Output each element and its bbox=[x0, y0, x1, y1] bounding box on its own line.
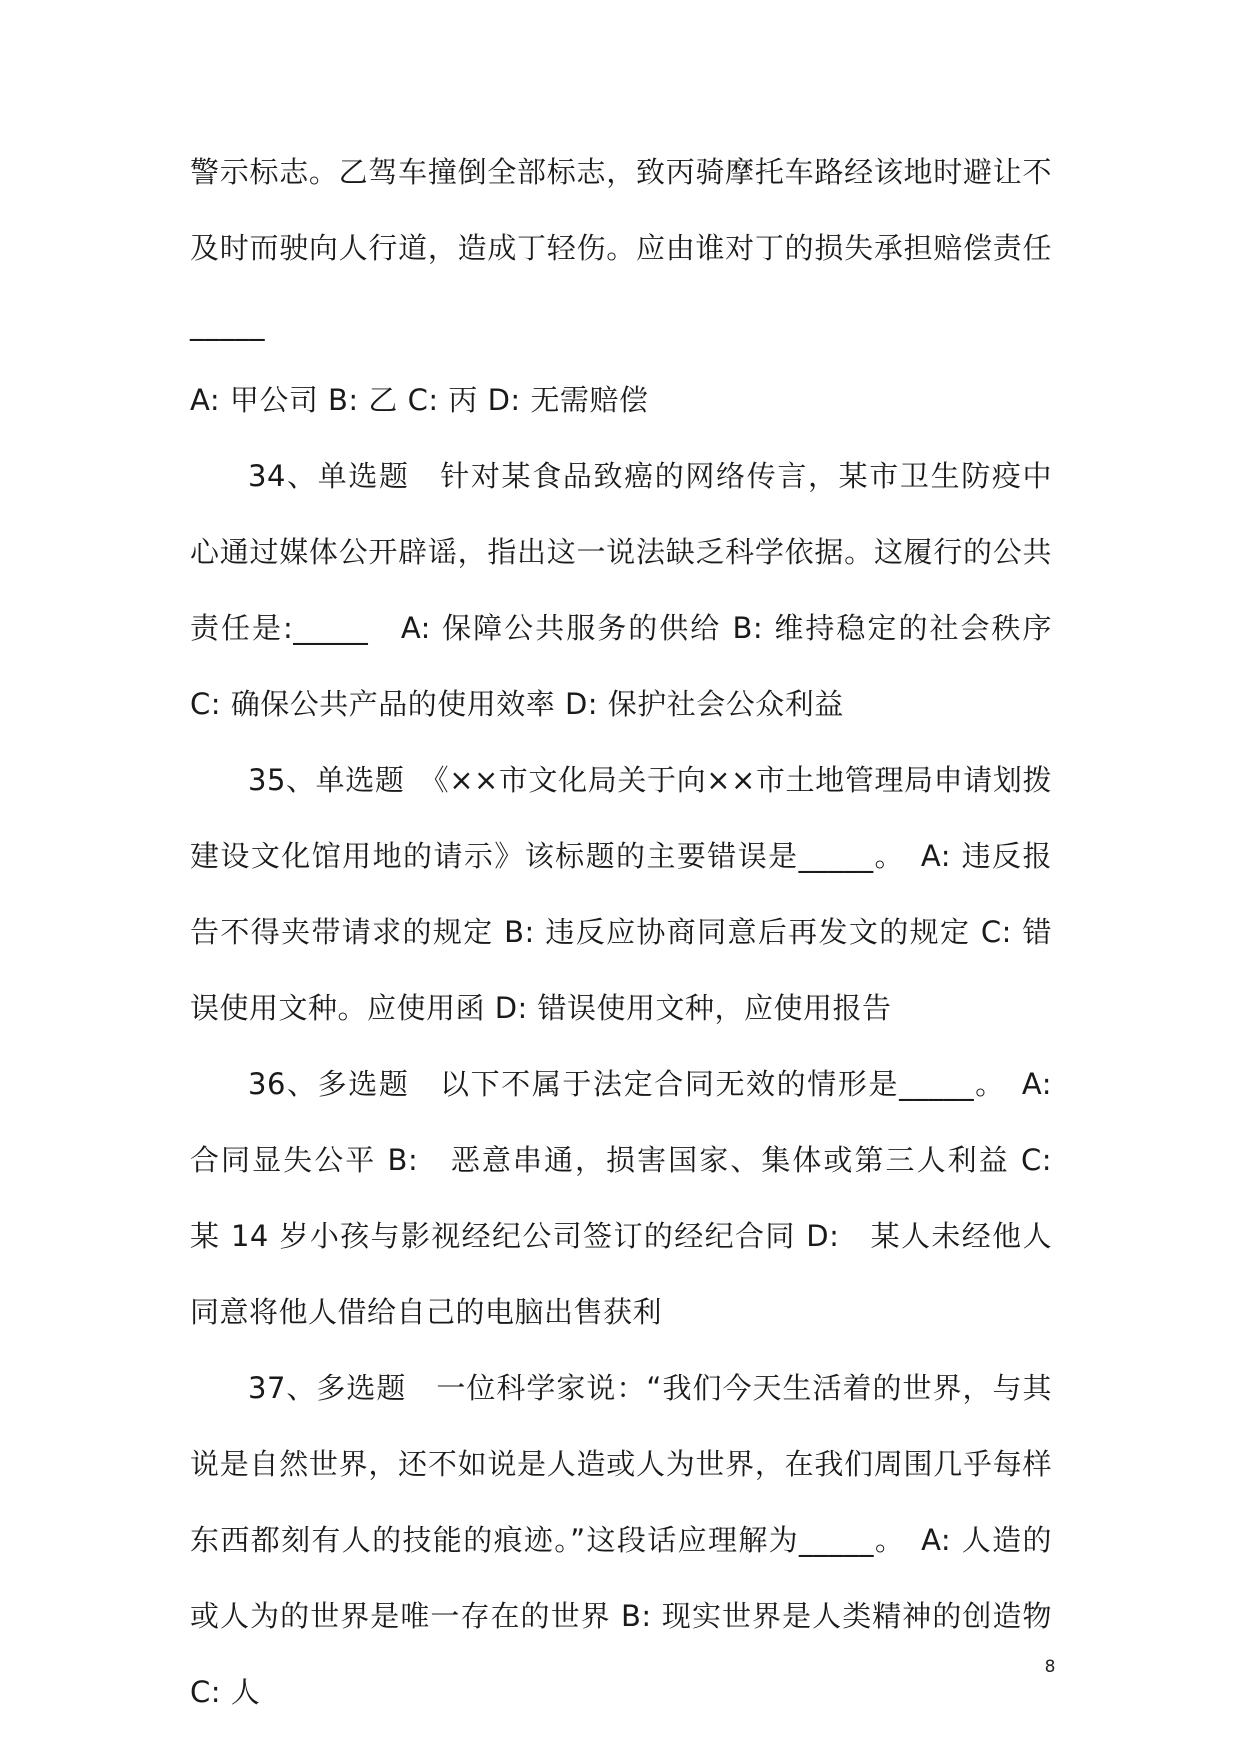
paragraph-q35: 35、单选题 《××市文化局关于向××市土地管理局申请划拨建设文化馆用地的请示》该标题的主要错误是_____。 A: 违反报告不得夹带请求的规定 B: 违反应协商同意后再发文的规定 C: 错误使用文种。应使用函 D: 错误使用文种，应使用报告 bbox=[190, 763, 1052, 1025]
paragraph-q33-options: A: 甲公司 B: 乙 C: 丙 D: 无需赔偿 bbox=[190, 383, 649, 417]
paragraph-q34: 34、单选题 针对某食品致癌的网络传言，某市卫生防疫中心通过媒体公开辟谣，指出这一说法缺乏科学依据。这履行的公共责任是:_____ A: 保障公共服务的供给 B: 维持稳定的社会秩序 C: 确保公共产品的使用效率 D: 保护社会公众利益 bbox=[190, 459, 1052, 721]
page-number: 8 bbox=[1044, 1657, 1056, 1677]
document-body bbox=[190, 134, 1082, 1730]
paragraph-q37: 37、多选题 一位科学家说：“我们今天生活着的世界，与其说是自然世界，还不如说是人造或人为世界，在我们周围几乎每样东西都刻有人的技能的痕迹。”这段话应理解为_____。 A: 人造的或人为的世界是唯一存在的世界 B: 现实世界是人类精神的创造物 C: 人 bbox=[190, 1371, 1052, 1709]
paragraph-q36: 36、多选题 以下不属于法定合同无效的情形是_____。 A: 合同显失公平 B: 恶意串通，损害国家、集体或第三人利益 C: 某 14 岁小孩与影视经纪公司签订的经纪合同 D: 某人未经他人同意将他人借给自己的电脑出售获利 bbox=[190, 1067, 1082, 1329]
paragraph-q33-tail: 警示标志。乙驾车撞倒全部标志，致丙骑摩托车路经该地时避让不及时而驶向人行道，造成丁轻伤。应由谁对丁的损失承担赔偿责任_____ bbox=[190, 155, 1052, 341]
